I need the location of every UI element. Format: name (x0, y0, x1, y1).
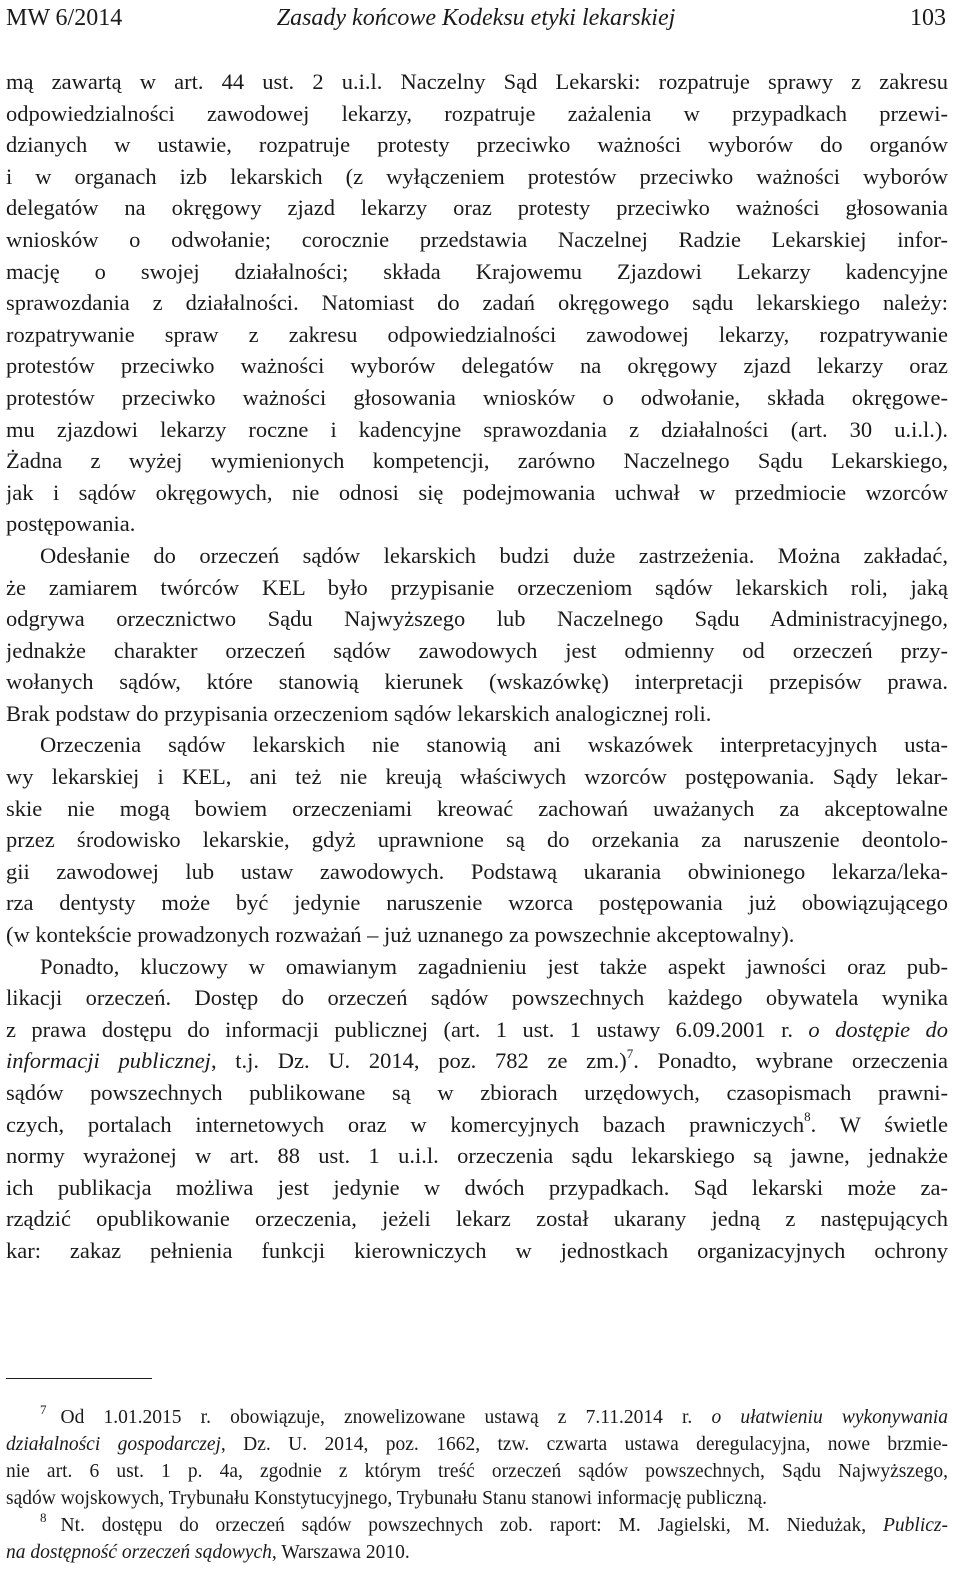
running-header (6, 2, 946, 34)
body-line-6: wniosków o odwołanie; corocznie przedstawia Naczelnej Radzie Lekarskiej infor- (6, 226, 948, 252)
footnote-number: 8 (40, 1512, 47, 1525)
body-line-16: Odesłanie do orzeczeń sądów lekarskich budzi duże zastrzeżenia. Można zakładać, (40, 542, 948, 568)
body-line-8: sprawozdania z działalności. Natomiast do zadań okręgowego sądu lekarskiego należy: (6, 290, 948, 316)
body-line-30: likacji orzeczeń. Dostęp do orzeczeń sądów powszechnych każdego obywatela wynika (6, 985, 948, 1011)
body-line-27: rza dentysty może być jedynie naruszenie wzorca postępowania już obowiązującego (6, 890, 948, 916)
italic-title: informacji publicznej (6, 1048, 211, 1074)
footnote-7-line-3: nie art. 6 ust. 1 p. 4a, zgodnie z którym treść orzeczeń sądów powszechnych, Sądu Najwyższego, (6, 1461, 948, 1482)
footnote-7-line-4: sądów wojskowych, Trybunału Konstytucyjnego, Trybunału Stanu stanowi informację publiczną. (6, 1488, 767, 1509)
body-line-25: przez środowisko lekarskie, gdyż uprawnione są do orzekania za naruszenie deontolo- (6, 827, 948, 853)
footnote-separator (6, 1378, 152, 1379)
body-text (6, 66, 948, 1267)
body-line-5: delegatów na okręgowy zjazd lekarzy oraz protesty przeciwko ważności głosowania (6, 195, 948, 221)
body-line-37: rządzić opublikowanie orzeczenia, jeżeli lekarz został ukarany jedną z następujących (6, 1206, 948, 1232)
footnote-ref-8[interactable]: 8 (804, 1109, 811, 1125)
body-line-20: wołanych sądów, które stanowią kierunek (wskazówkę) interpretacji przepisów prawa. (6, 669, 948, 695)
body-line-24: skie nie mogą bowiem orzeczeniami kreować zachowań uważanych za akceptowalne (6, 795, 948, 821)
body-line-3: dzianych w ustawie, rozpatruje protesty przeciwko ważności wyborów do organów (6, 132, 948, 158)
body-line-38: kar: zakaz pełnienia funkcji kierowniczych w jednostkach organizacyjnych ochrony (6, 1237, 948, 1263)
running-title: Zasady końcowe Kodeksu etyki lekarskiej (276, 5, 676, 31)
body-line-12: mu zjazdowi lekarzy roczne i kadencyjne sprawozdania z działalności (art. 30 u.i.l.). (6, 416, 948, 442)
body-line-29: Ponadto, kluczowy w omawianym zagadnieniu jest także aspekt jawności oraz pub- (40, 953, 948, 979)
footnote-8-line-1: $^8$ Nt. dostępu do orzeczeń sądów powszechnych zob. raport: M. Jagielski, M. Niedużak, Publicz- (40, 1512, 948, 1536)
journal-issue: MW 6/2014 (6, 5, 123, 31)
footnote-8-line-2: na dostępność orzeczeń sądowych, Warszawa 2010. (6, 1542, 410, 1563)
footnote-number: 7 (40, 1404, 47, 1417)
paragraph-lines (6, 66, 948, 1014)
body-line-14: jak i sądów okręgowych, nie odnosi się podejmowania uchwał w przedmiocie wzorców (6, 479, 948, 505)
body-line-33: sądów powszechnych publikowane są w zbiorach urzędowych, czasopismach prawni- (6, 1080, 948, 1105)
body-line-18: odgrywa orzecznictwo Sądu Najwyższego lub Naczelnego Sądu Administracyjnego, (6, 606, 948, 632)
body-line-4: i w organach izb lekarskich (z wyłączeniem protestów przeciwko ważności wyborów (6, 163, 948, 189)
body-line-17: że zamiarem twórców KEL było przypisanie orzeczeniom sądów lekarskich roli, jaką (6, 574, 948, 600)
body-line-10: protestów przeciwko ważności wyborów delegatów na okręgowy zjazd lekarzy oraz (6, 353, 948, 379)
body-line-15: postępowania. (6, 511, 136, 537)
body-line-35: normy wyrażonej w art. 88 ust. 1 u.i.l. orzeczenia sądu lekarskiego są jawne, jednakże (6, 1143, 948, 1169)
body-line-31: z prawa dostępu do informacji publicznej (art. 1 ust. 1 ustawy 6.09.2001 r. o dostępie do (6, 1016, 948, 1042)
body-line-28: (w kontekście prowadzonych rozważań – już uznanego za powszechnie akceptowalny). (6, 922, 795, 948)
body-line-21: Brak podstaw do przypisania orzeczeniom sądów lekarskich analogicznej roli. (6, 700, 712, 726)
body-line-1: mą zawartą w art. 44 ust. 2 u.i.l. Naczelny Sąd Lekarski: rozpatruje sprawy z zakresu (6, 69, 948, 94)
page-number: 103 (910, 5, 946, 31)
body-line-26: gii zawodowej lub ustaw zawodowych. Podstawą ukarania obwinionego lekarza/leka- (6, 858, 948, 884)
body-line-7: mację o swojej działalności; składa Krajowemu Zjazdowi Lekarzy kadencyjne (6, 258, 948, 284)
italic-title: o dostępie do (808, 1016, 948, 1042)
body-line-34: czych, portalach internetowych oraz w komercyjnych bazach prawniczych$^8$. W świetle (6, 1109, 948, 1137)
body-line-19: jednakże charakter orzeczeń sądów zawodowych jest odmienny od orzeczeń przy- (6, 637, 948, 663)
footnote-ref-7[interactable]: 7 (626, 1045, 634, 1061)
footnotes (6, 1404, 948, 1566)
body-line-9: rozpatrywanie spraw z zakresu odpowiedzialności zawodowej lekarzy, rozpatrywanie (6, 321, 948, 347)
body-line-23: wy lekarskiej i KEL, ani też nie kreują właściwych wzorców postępowania. Sądy lekar- (6, 764, 948, 790)
body-line-22: Orzeczenia sądów lekarskich nie stanowią ani wskazówek interpretacyjnych usta- (40, 732, 948, 758)
body-line-32: informacji publicznej, t.j. Dz. U. 2014, poz. 782 ze zm.)$^7$. Ponadto, wybrane orzeczenia (6, 1045, 948, 1074)
body-line-2: odpowiedzialności zawodowej lekarzy, rozpatruje zażalenia w przypadkach przewi- (6, 100, 948, 126)
body-line-36: ich publikacja możliwa jest jedynie w dwóch przypadkach. Sąd lekarski może za- (6, 1174, 948, 1200)
footnote-7-line-1: $^7$ Od 1.01.2015 r. obowiązuje, znowelizowane ustawą z 7.11.2014 r. o ułatwieniu wykonywania (40, 1404, 948, 1428)
footnote-7-line-2: działalności gospodarczej, Dz. U. 2014, poz. 1662, tzw. czwarta ustawa deregulacyjna, nowe brzmie- (6, 1434, 948, 1455)
body-line-11: protestów przeciwko ważności głosowania wniosków o odwołanie, składa okręgowe- (6, 384, 948, 410)
body-line-13: Żadna z wyżej wymienionych kompetencji, zarówno Naczelnego Sądu Lekarskiego, (6, 448, 948, 474)
